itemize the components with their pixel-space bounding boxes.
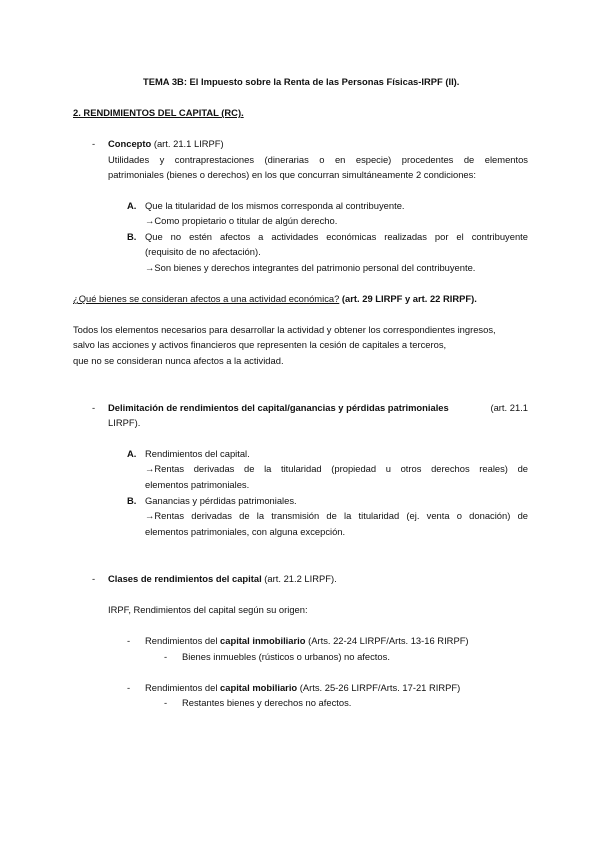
concepto-item-b-line3: →Son bienes y derechos integrantes del patrimonio personal del contribuyente. (145, 262, 476, 273)
delimitacion-ref-cont: LIRPF). (108, 417, 141, 428)
delimitacion-item-a-line2: →Rentas derivadas de la titularidad (propiedad u otros derechos reales) de (145, 463, 528, 474)
delimitacion-item-a-line1: Rendimientos del capital. (145, 448, 250, 459)
clases-item-bullet: - (127, 682, 131, 693)
concepto-item-b-line2: (requisito de no afectación). (145, 246, 261, 257)
concepto-item-a-line2: →Como propietario o titular de algún derecho. (145, 215, 338, 226)
concepto-item-b-line1: Que no estén afectos a actividades económicas realizadas por el contribuyente (145, 231, 528, 242)
concepto-text-line2: patrimoniales (bienes o derechos) en los que concurran simultáneamente 2 condiciones: (108, 169, 476, 180)
title-text: : El Impuesto sobre la Renta de las Personas Físicas-IRPF (II). (183, 76, 460, 87)
concepto-label: Concepto (108, 138, 152, 149)
clases-item-bold: capital mobiliario (220, 682, 298, 693)
afectos-line: Todos los elementos necesarios para desarrollar la actividad y obtener los correspondientes ingresos, (73, 324, 496, 335)
clases-item-prefix: Rendimientos del (145, 635, 221, 646)
concepto-item-b-marker: B. (127, 231, 137, 242)
clases-item-inmobiliario (145, 634, 469, 647)
delimitacion-label: Delimitación de rendimientos del capital/ganancias y pérdidas patrimoniales (108, 402, 449, 413)
afectos-heading (73, 292, 477, 305)
delimitacion-ref: (art. 21.1 (490, 402, 528, 413)
clases-item-suffix: (Arts. 25-26 LIRPF/Arts. 17-21 RIRPF) (297, 682, 461, 693)
concepto-heading (108, 137, 224, 150)
delimitacion-item-b-marker: B. (127, 495, 137, 506)
concepto-bullet: - (92, 138, 96, 149)
delimitacion-bullet: - (92, 402, 96, 413)
clases-subitem-bullet: - (164, 651, 168, 662)
section-heading: 2. RENDIMIENTOS DEL CAPITAL (RC). (73, 107, 244, 118)
clases-item-bullet: - (127, 635, 131, 646)
delimitacion-item-a-line3: elementos patrimoniales. (145, 479, 250, 490)
clases-item-prefix: Rendimientos del (145, 682, 221, 693)
delimitacion-item-a-marker: A. (127, 448, 137, 459)
afectos-refs: (art. 29 LIRPF y art. 22 RIRPF). (339, 293, 477, 304)
delimitacion-heading (108, 401, 528, 414)
concepto-text-line1: Utilidades y contraprestaciones (dinerarias o en especie) procedentes de elementos (108, 154, 528, 165)
concepto-item-a-marker: A. (127, 200, 137, 211)
clases-heading (108, 572, 337, 585)
afectos-question: ¿Qué bienes se consideran afectos a una actividad económica? (73, 293, 340, 304)
clases-bullet: - (92, 573, 96, 584)
clases-item-mobiliario (145, 681, 460, 694)
clases-label: Clases de rendimientos del capital (108, 573, 262, 584)
delimitacion-item-b-line3: elementos patrimoniales, con alguna excepción. (145, 526, 346, 537)
clases-subitem-bullet: - (164, 697, 168, 708)
clases-subitem-mobiliario: Restantes bienes y derechos no afectos. (182, 697, 352, 708)
delimitacion-item-b-line1: Ganancias y pérdidas patrimoniales. (145, 495, 297, 506)
clases-intro: IRPF, Rendimientos del capital según su origen: (108, 604, 308, 615)
afectos-line: salvo las acciones y activos financieros que representen la cesión de capitales a terceros, (73, 339, 447, 350)
title-topic: TEMA 3B (143, 76, 184, 87)
afectos-line: que no se consideran nunca afectos a la actividad. (73, 355, 284, 366)
clases-item-bold: capital inmobiliario (220, 635, 306, 646)
concepto-item-a-line1: Que la titularidad de los mismos corresponda al contribuyente. (145, 200, 405, 211)
clases-item-suffix: (Arts. 22-24 LIRPF/Arts. 13-16 RIRPF) (305, 635, 469, 646)
clases-ref: (art. 21.2 LIRPF). (261, 573, 337, 584)
delimitacion-item-b-line2: →Rentas derivadas de la transmisión de la titularidad (ej. venta o donación) de (145, 510, 528, 521)
clases-subitem-inmobiliario: Bienes inmuebles (rústicos o urbanos) no afectos. (182, 651, 390, 662)
page-title (143, 75, 459, 88)
concepto-ref: (art. 21.1 LIRPF) (151, 138, 224, 149)
